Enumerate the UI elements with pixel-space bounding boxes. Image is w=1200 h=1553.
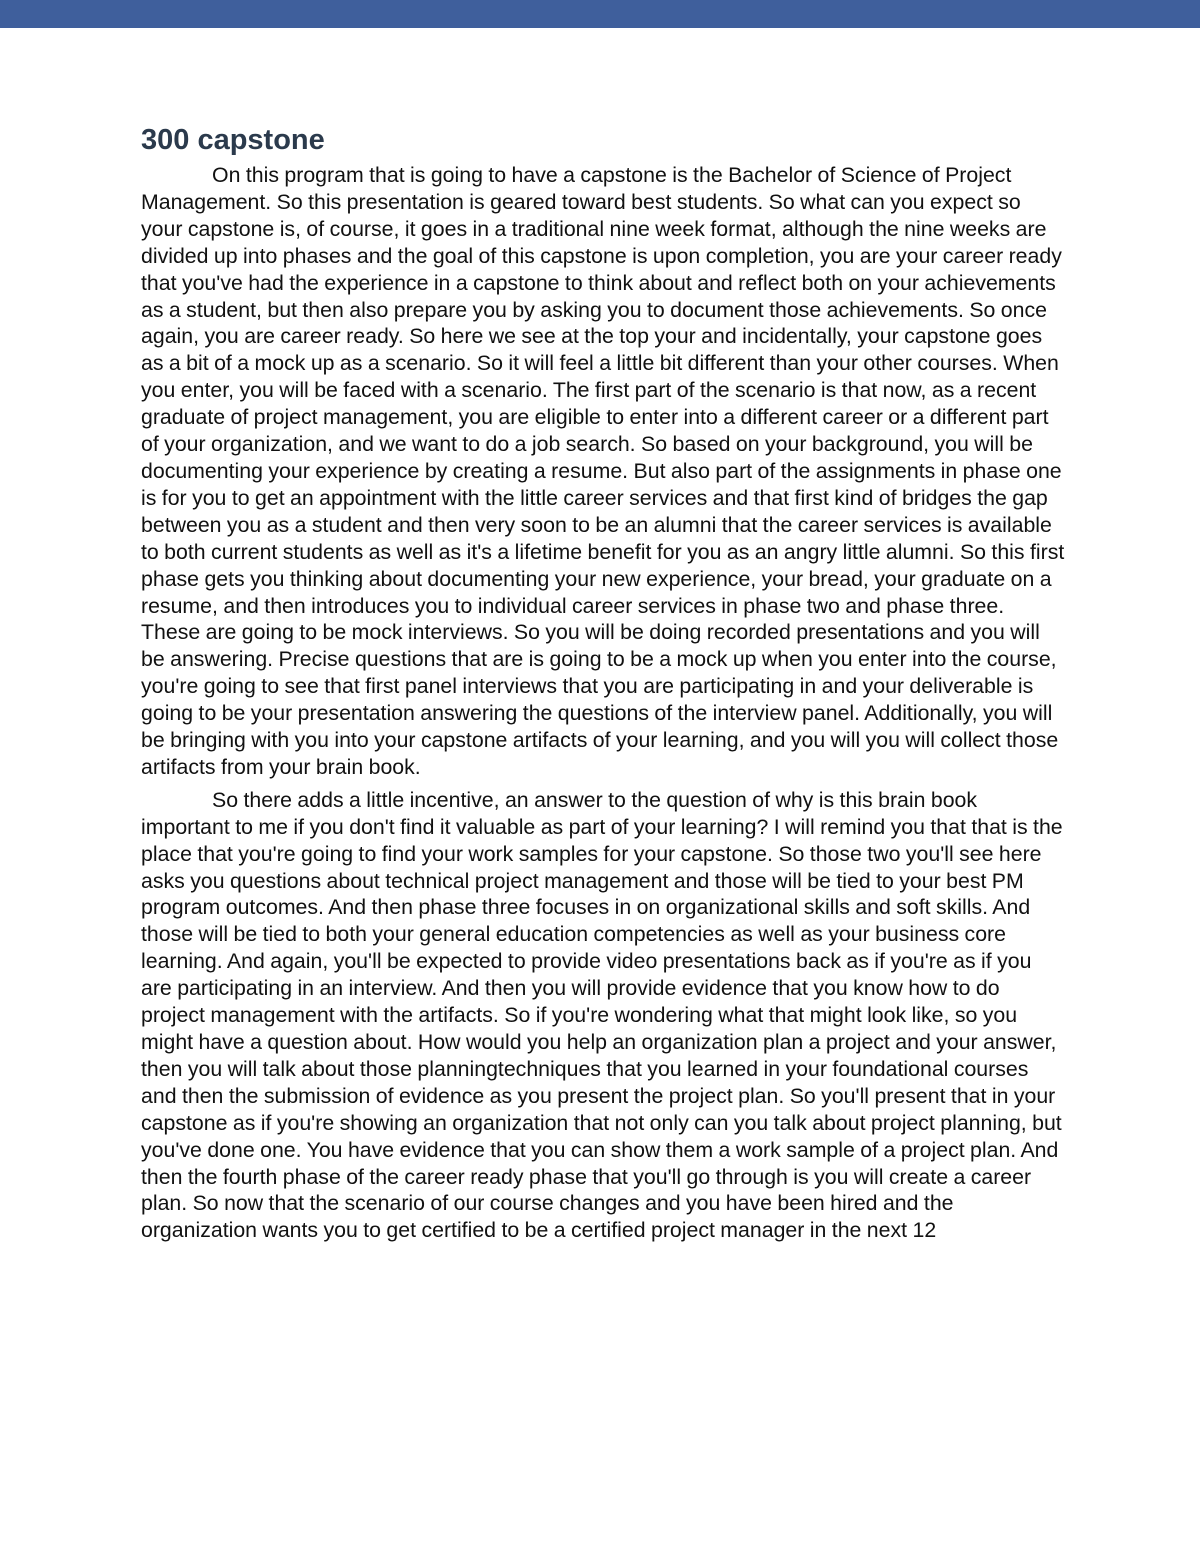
header-bar	[0, 0, 1200, 28]
document-title: 300 capstone	[141, 124, 325, 156]
document-paragraph-2: So there adds a little incentive, an answer to the question of why is this brain book important to me if you don't find it valuable as part of your learning? I will remind you that that is the place that you're going to find your work samples for your capstone. So those two you'll see here asks you questions about technical project management and those will be tied to your best PM program outcomes. And then phase three focuses in on organizational skills and soft skills. And those will be tied to both your general education competencies as well as your business core learning. And again, you'll be expected to provide video presentations back as if you're as if you are participating in an interview. And then you will provide evidence that you know how to do project management with the artifacts. So if you're wondering what that might look like, so you might have a question about. How would you help an organization plan a project and your answer, then you will talk about those planningtechniques that you learned in your foundational courses and then the submission of evidence as you present the project plan. So you'll present that in your capstone as if you're showing an organization that not only can you talk about project planning, but you've done one. You have evidence that you can show them a work sample of a project plan. And then the fourth phase of the career ready phase that you'll go through is you will create a career plan. So now that the scenario of our course changes and you have been hired and the organization wants you to get certified to be a certified project manager in the next 12	[141, 787, 1063, 1243]
document-body	[141, 122, 1066, 1250]
document-paragraph-1: On this program that is going to have a capstone is the Bachelor of Science of Project Management. So this presentation is geared toward best students. So what can you expect so your capstone is, of course, it goes in a traditional nine week format, although the nine weeks are divided up into phases and the goal of this capstone is upon completion, you are your career ready that you've had the experience in a capstone to think about and reflect both on your achievements as a student, but then also prepare you by asking you to document those achievements. So once again, you are career ready. So here we see at the top your and incidentally, your capstone goes as a bit of a mock up as a scenario. So it will feel a little bit different than your other courses. When you enter, you will be faced with a scenario. The first part of the scenario is that now, as a recent graduate of project management, you are eligible to enter into a different career or a different part of your organization, and we want to do a job search. So based on your background, you will be documenting your experience by creating a resume. But also part of the assignments in phase one is for you to get an appointment with the little career services and that first kind of bridges the gap between you as a student and then very soon to be an alumni that the career services is available to both current students as well as it's a lifetime benefit for you as an angry little alumni. So this first phase gets you thinking about documenting your new experience, your bread, your graduate on a resume, and then introduces you to individual career services in phase two and phase three. These are going to be mock interviews. So you will be doing recorded presentations and you will be answering. Precise questions that are is going to be a mock up when you enter into the course, you're going to see that first panel interviews that you are participating in and your deliverable is going to be your presentation answering the questions of the interview panel. Additionally, you will be bringing with you into your capstone artifacts of your learning, and you will you will collect those artifacts from your brain book.	[141, 163, 1065, 779]
